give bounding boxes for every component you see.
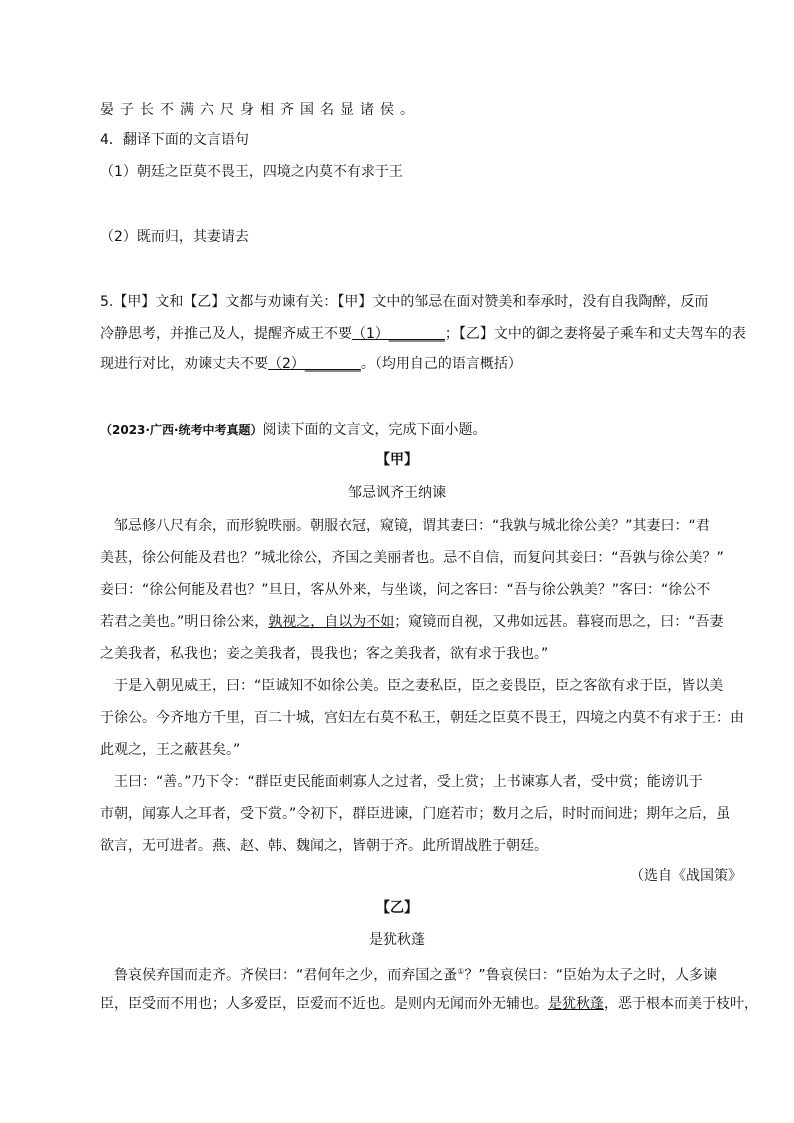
section-jia-title: 邹忌讽齐王纳谏 — [348, 485, 446, 501]
underlined-phrase: 孰视之，自以为不如 — [268, 614, 395, 630]
yi-text: ？”鲁哀侯曰：“臣始为太子之时，人多谏 — [464, 967, 717, 984]
jia-text: ；窥镜而自视，又弗如远甚。暮寝而思之，曰：“吾妻 — [394, 614, 724, 630]
underlined-phrase: 是犹秋蓬 — [548, 996, 604, 1012]
question-4-item-2: （2）既而归，其妻请去 — [100, 229, 249, 245]
jia-paragraph-1-line-3: 妾曰：“徐公何能及君也？”旦日，客从外来，与坐谈，问之客曰：“吾与徐公孰美？”客曰：“徐公不 — [100, 582, 711, 598]
jia-paragraph-2-line-2: 于徐公。今齐地方千里，百二十城，宫妇左右莫不私王，朝廷之臣莫不畏王，四境之内莫不有求于王：由 — [100, 710, 744, 726]
question-5-line-3-text-a: 现进行对比，劝谏丈夫不要 — [100, 356, 268, 372]
question-5-line-2 — [100, 324, 746, 344]
section-jia-label: 【甲】 — [376, 452, 418, 468]
jia-paragraph-1-line-1: 邹忌修八尺有余，而形貌昳丽。朝服衣冠，窥镜，谓其妻曰：“我孰与城北徐公美？”其妻曰：“君 — [114, 518, 710, 534]
jia-paragraph-1-line-5: 之美我者，私我也；妾之美我者，畏我也；客之美我者，欲有求于我也。” — [100, 646, 549, 662]
jia-paragraph-3-line-2: 市朝，闻寡人之耳者，受下赏。”令初下，群臣进谏，门庭若市；数月之后，时时而间进；期年之后，虽 — [100, 806, 731, 822]
question-5-line-1: 5.【甲】文和【乙】文都与劝谏有关：【甲】文中的邹忌在面对赞美和奉承时，没有自我陶醉，反而 — [100, 294, 709, 310]
section-yi-label: 【乙】 — [376, 900, 418, 916]
jia-text: 若君之美也。”明日徐公来， — [100, 614, 269, 630]
jia-paragraph-2-line-1: 于是入朝见威王，曰：“臣诚知不如徐公美。臣之妻私臣，臣之妾畏臣，臣之客欲有求于臣，皆以美 — [114, 678, 724, 694]
jia-paragraph-3-line-3: 欲言，无可进者。燕、赵、韩、魏闻之，皆朝于齐。此所谓战胜于朝廷。 — [100, 838, 548, 854]
question-4-item-1: （1）朝廷之臣莫不畏王，四境之内莫不有求于王 — [100, 164, 403, 180]
question-5-line-3 — [100, 354, 740, 374]
exam-source-tag: （2023·广西·统考中考真题） — [100, 423, 263, 437]
instruction-text: 阅读下面的文言文，完成下面小题。 — [262, 422, 487, 438]
jia-paragraph-3-line-1: 王曰：“善。”乃下令：“群臣吏民能面刺寡人之过者，受上赏；上书谏寡人者，受中赏；能谤讥于 — [114, 774, 703, 790]
yi-line-1 — [114, 962, 754, 986]
jia-paragraph-1-line-4 — [100, 612, 740, 632]
source-note — [100, 420, 740, 440]
section-yi-title: 是犹秋蓬 — [369, 932, 425, 948]
jia-source-citation: （选自《战国策》 — [630, 868, 742, 884]
jia-paragraph-2-line-3: 此观之，王之蔽甚矣。” — [100, 742, 241, 758]
yi-line-2 — [100, 994, 758, 1014]
yi-text: 鲁哀侯弃国而走齐。齐侯曰：“君何年之少，而弃国之蚤 — [114, 967, 458, 984]
question-5-line-2-text-a: 冷静思考，并推己及人，提醒齐威王不要 — [100, 326, 352, 342]
answer-blank-2[interactable]: （2）________ — [268, 356, 361, 372]
footnote-marker: ① — [457, 967, 465, 976]
answer-blank-1[interactable]: （1）________ — [352, 326, 445, 342]
question-5-line-3-text-b: 。（均用自己的语言概括） — [360, 356, 522, 372]
question-5-line-2-text-b: ；【乙】文中的御之妻将晏子乘车和丈夫驾车的表 — [444, 326, 746, 342]
yi-text: 臣，臣受而不用也；人多爱臣，臣爱而不近也。是则内无闻而外无辅也。 — [100, 996, 548, 1012]
yi-text: ，恶于根本而美于枝叶， — [604, 996, 758, 1012]
question-4-title: 4．翻译下面的文言语句 — [100, 132, 249, 148]
jia-paragraph-1-line-2: 美甚，徐公何能及君也？”城北徐公，齐国之美丽者也。忌不自信，而复问其妾曰：“吾孰与徐公美？” — [100, 550, 724, 566]
top-line: 晏子长不满六尺身相齐国名显诸侯。 — [100, 102, 420, 118]
